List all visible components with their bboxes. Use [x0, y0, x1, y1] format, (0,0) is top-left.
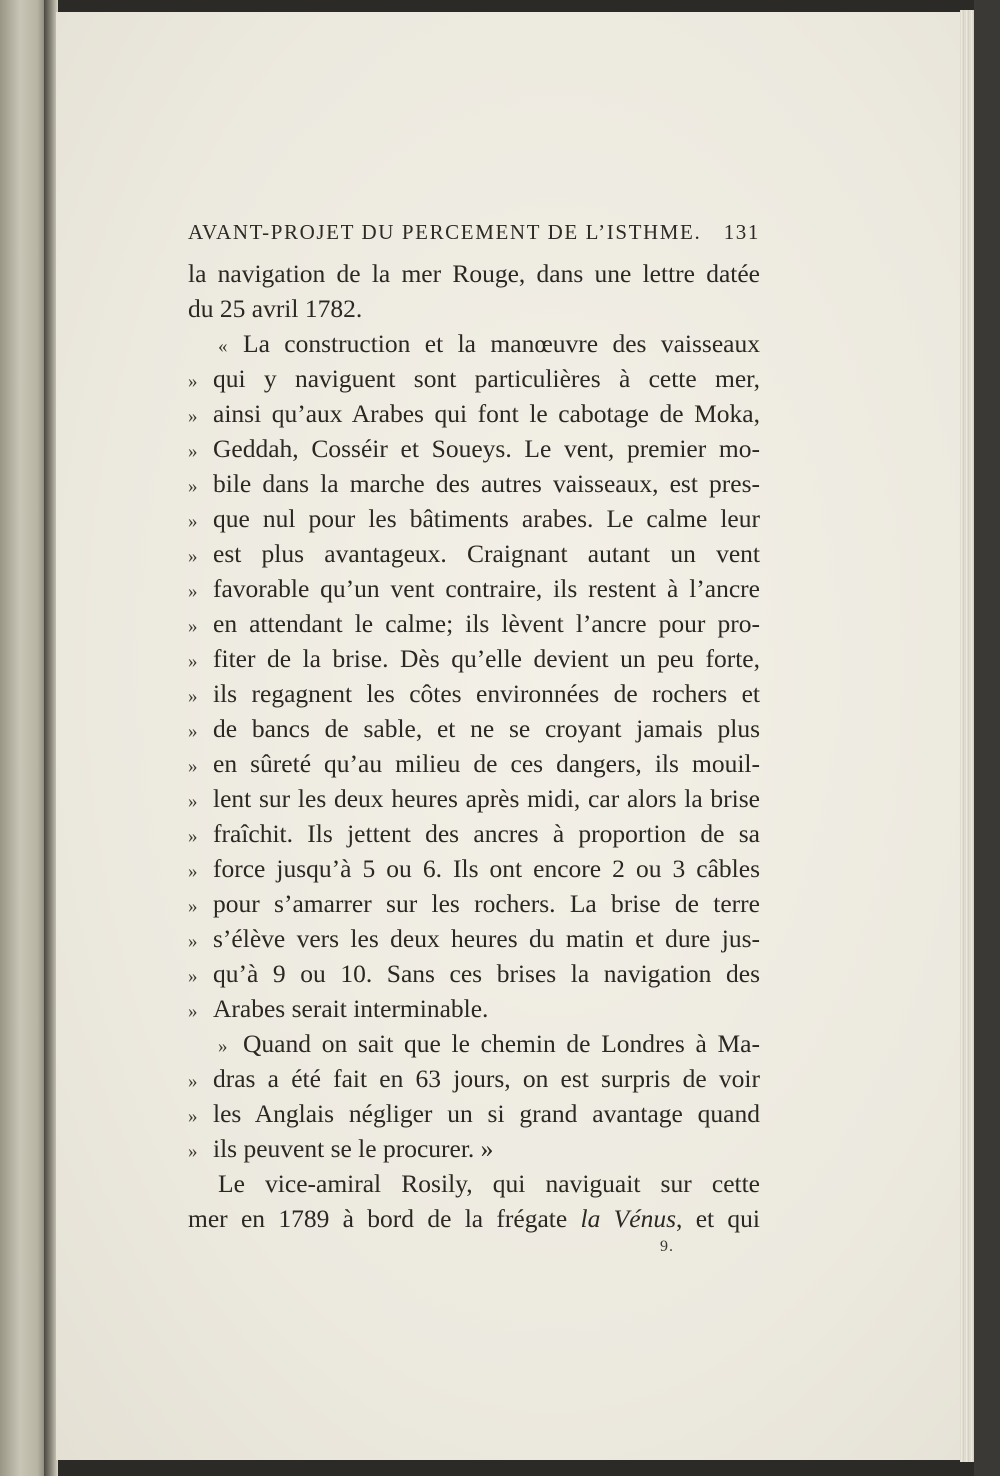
text-line: » fiter de la brise. Dès qu’elle devient un peu forte, — [188, 641, 760, 676]
text-line: » bile dans la marche des autres vaisseaux, est pres- — [188, 466, 760, 501]
text-line: » ainsi qu’aux Arabes qui font le cabotage de Moka, — [188, 396, 760, 431]
text-line: » fraîchit. Ils jettent des ancres à proportion de sa — [188, 816, 760, 851]
quote-mark: » — [188, 826, 198, 847]
text-line: » s’élève vers les deux heures du matin et dure jus- — [188, 921, 760, 956]
text-line: » les Anglais négliger un si grand avantage quand — [188, 1096, 760, 1131]
quote-mark: » — [188, 1141, 198, 1162]
quote-mark: » — [188, 651, 198, 672]
running-head — [188, 220, 760, 244]
quote-mark: » — [188, 966, 198, 987]
text-line: » ils regagnent les côtes environnées de rochers et — [188, 676, 760, 711]
quote-mark: » — [188, 441, 198, 462]
facing-page-edge — [0, 0, 50, 1476]
quote-mark: » — [218, 1036, 228, 1057]
text-line: » lent sur les deux heures après midi, car alors la brise — [188, 781, 760, 816]
text-line: » Geddah, Cosséir et Soueys. Le vent, premier mo- — [188, 431, 760, 466]
text-line: la navigation de la mer Rouge, dans une lettre datée — [188, 259, 760, 288]
text-line: » qui y naviguent sont particulières à cette mer, — [188, 361, 760, 396]
quote-mark: » — [188, 371, 198, 392]
running-head-title: AVANT-PROJET DU PERCEMENT DE L’ISTHME. — [188, 220, 702, 244]
quote-mark: » — [188, 476, 198, 497]
body-text — [188, 256, 760, 1236]
text-line: » Quand on sait que le chemin de Londres à Ma- — [188, 1026, 760, 1061]
text-line: » Arabes serait interminable. — [188, 991, 760, 1026]
quote-mark: » — [188, 1071, 198, 1092]
quote-mark: » — [188, 406, 198, 427]
quote-mark: » — [188, 931, 198, 952]
text-line: » en sûreté qu’au milieu de ces dangers, ils mouil- — [188, 746, 760, 781]
quote-mark: » — [188, 896, 198, 917]
text-line: » dras a été fait en 63 jours, on est surpris de voir — [188, 1061, 760, 1096]
text-line: » est plus avantageux. Craignant autant un vent — [188, 536, 760, 571]
quote-mark: » — [188, 1001, 198, 1022]
quote-mark: » — [188, 721, 198, 742]
quote-mark: » — [188, 616, 198, 637]
signature-mark: 9. — [660, 1238, 674, 1255]
text-line: » de bancs de sable, et ne se croyant jamais plus — [188, 711, 760, 746]
quote-mark: » — [188, 581, 198, 602]
scan-background — [974, 0, 1000, 1476]
text-line: « La construction et la manœuvre des vaisseaux — [188, 326, 760, 361]
text-line: » pour s’amarrer sur les rochers. La brise de terre — [188, 886, 760, 921]
page-stack-edge — [960, 10, 974, 1462]
quote-mark: » — [188, 1106, 198, 1127]
quote-mark: » — [188, 546, 198, 567]
text-line: mer en 1789 à bord de la frégate la Vénus, et qui — [188, 1204, 760, 1233]
quote-mark: » — [188, 756, 198, 777]
text-line: » qu’à 9 ou 10. Sans ces brises la navigation des — [188, 956, 760, 991]
text-line: du 25 avril 1782. — [188, 294, 363, 323]
quote-mark: » — [188, 511, 198, 532]
quote-mark: » — [188, 791, 198, 812]
text-line: Le vice-amiral Rosily, qui naviguait sur cette — [218, 1169, 760, 1198]
text-line: » ils peuvent se le procurer. » — [188, 1131, 760, 1166]
text-line: » favorable qu’un vent contraire, ils restent à l’ancre — [188, 571, 760, 606]
quote-mark: « — [218, 336, 228, 357]
quote-mark: » — [188, 861, 198, 882]
text-line: » force jusqu’à 5 ou 6. Ils ont encore 2 ou 3 câbles — [188, 851, 760, 886]
ship-name: la Vénus — [580, 1204, 676, 1233]
text-line: » en attendant le calme; ils lèvent l’ancre pour pro- — [188, 606, 760, 641]
quote-mark: » — [188, 686, 198, 707]
page-number: 131 — [723, 220, 760, 244]
text-line: » que nul pour les bâtiments arabes. Le calme leur — [188, 501, 760, 536]
